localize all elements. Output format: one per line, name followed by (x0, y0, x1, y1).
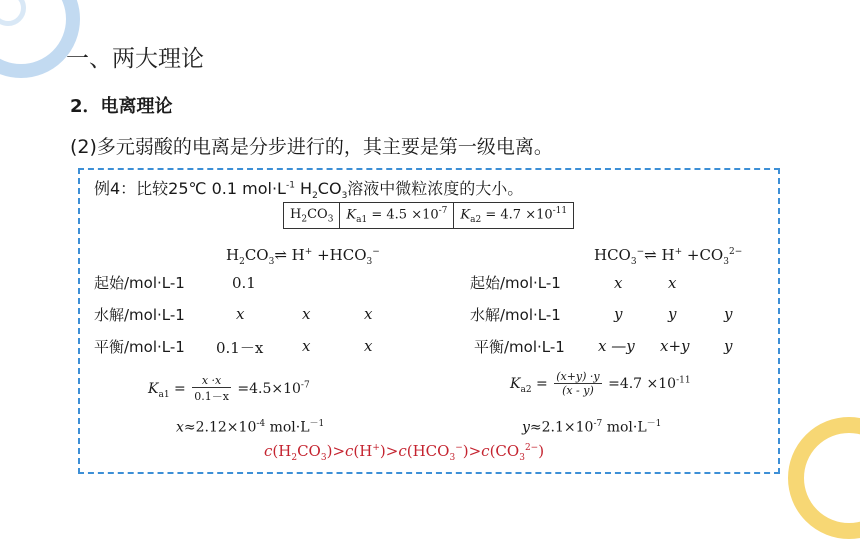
intro-text: (2)多元弱酸的电离是分步进行的，其主要是第一级电离。 (70, 136, 553, 158)
right-start-val-2: x (668, 274, 677, 292)
ka1-expression (148, 374, 310, 404)
ka2-denominator: (x - y) (562, 384, 594, 397)
left-ionize-val-2: x (302, 305, 311, 323)
decorative-circle-bottom-right (788, 417, 860, 539)
ka2-fraction (554, 370, 601, 397)
ka2-expression (510, 370, 691, 397)
k-constants-table (283, 202, 574, 229)
k-table-ka1: $K_{a1} = 4.5 \times 10^{-7}$ (340, 203, 454, 229)
right-equation: $HCO_3^-\rightleftharpoons$ $H^+ +CO_3^{2-}$ (594, 246, 743, 267)
right-result: $y\approx 2.1\times 10^{-7}$ $mol\cdot L^{-1}$ (522, 419, 662, 436)
right-eq-val-1: x —y (598, 337, 635, 355)
ka1-denominator: 0.1－x (194, 390, 229, 403)
ka1-lhs: $K_{a1}$ = (148, 381, 186, 400)
section-heading: 2．电离理论 (70, 96, 173, 117)
left-result: $x\approx 2.12\times 10^{-4}$ $mol\cdot L^{-1}$ (176, 419, 325, 436)
ka2-lhs: $K_{a2}$ = (510, 375, 548, 395)
k-table-ka2: $K_{a2} = 4.7 \times 10^{-11}$ (454, 203, 574, 229)
left-row-label-ionize: 水解/mol·L-1 (94, 306, 185, 324)
right-eq-val-2: x+y (660, 337, 690, 355)
right-row-label-ionize: 水解/mol·L-1 (470, 306, 561, 324)
k-table-species: $H_2CO_3$ (284, 203, 340, 229)
example-prompt: 例4：比较25℃ 0.1 $mol\cdot L^{-1}$ $H_2CO_3$溶液中微粒浓度的大小。 (94, 179, 524, 202)
ka2-rhs: $=4.7 \times 10^{-11}$ (608, 374, 691, 392)
left-start-val-1: 0.1 (232, 274, 256, 292)
right-start-val-1: x (614, 274, 623, 292)
left-eq-val-1: 0.1－x (216, 339, 264, 357)
ka1-numerator: x ·x (192, 374, 231, 388)
right-row-label-start: 起始/mol·L-1 (470, 274, 561, 292)
right-row-label-eq: 平衡/mol·L-1 (474, 338, 565, 356)
concentration-conclusion: $c(H_2CO_3)>c(H^+)>c(HCO_3^-)>c(CO_3^{2-})$ (264, 442, 545, 463)
right-eq-val-3: y (724, 337, 733, 355)
right-ionize-val-3: y (724, 305, 733, 323)
ka1-rhs: $=4.5\times 10^{-7}$ (237, 380, 310, 397)
left-eq-val-3: x (364, 337, 373, 355)
left-eq-val-2: x (302, 337, 311, 355)
page-title: 一、两大理论 (66, 46, 204, 72)
left-ionize-val-1: x (236, 305, 245, 323)
left-row-label-start: 起始/mol·L-1 (94, 274, 185, 292)
right-ionize-val-2: y (668, 305, 677, 323)
left-equation: $H_2CO_3\rightleftharpoons$ $H^+ +HCO_3^-$ (226, 246, 380, 267)
ka2-numerator: (x+y) ·y (556, 370, 600, 383)
left-ionize-val-3: x (364, 305, 373, 323)
ka1-fraction (192, 374, 231, 404)
left-row-label-eq: 平衡/mol·L-1 (94, 338, 185, 356)
right-ionize-val-1: y (614, 305, 623, 323)
